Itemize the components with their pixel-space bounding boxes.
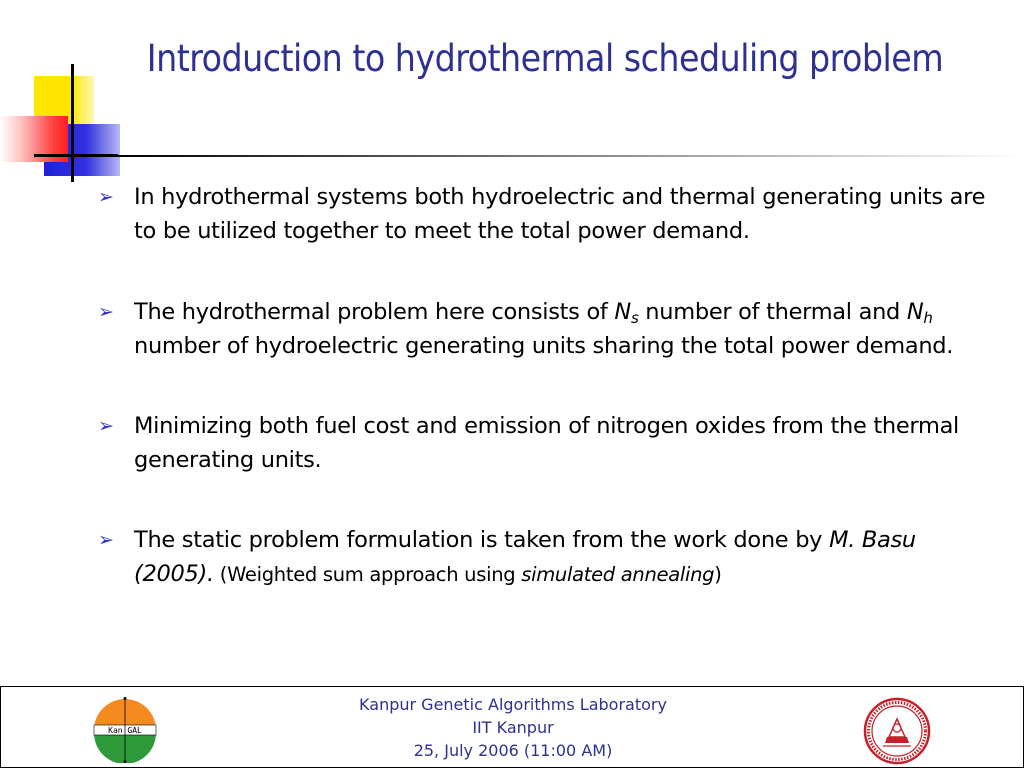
bullet-item: ➢ Minimizing both fuel cost and emission of nitrogen oxides from the thermal generating units. [96,409,996,477]
slide-footer [0,686,1024,768]
bullet-item: ➢ The hydrothermal problem here consists of $N_s$ number of thermal and $N_h$ number of hydroelectric generating units sharing the total power demand. [96,295,996,363]
iit-kanpur-seal [863,697,931,765]
footer-text [301,693,725,762]
corner-decoration [0,0,140,190]
arrow-bullet-icon: ➢ [98,529,114,551]
footer-institute: IIT Kanpur [472,718,554,737]
arrow-bullet-icon: ➢ [98,415,114,437]
bullet-item: ➢ The static problem formulation is taken from the work done by M. Basu (2005). (Weighted sum approach using simulated annealing) [96,523,996,592]
footer-lab: Kanpur Genetic Algorithms Laboratory [359,695,667,714]
kangal-logo [92,697,158,763]
arrow-bullet-icon: ➢ [98,301,114,323]
slide-title: Introduction to hydrothermal scheduling problem [146,37,944,80]
bullet-item: ➢ In hydrothermal systems both hydroelectric and thermal generating units are to be utilized together to meet the total power demand. [96,180,996,248]
kangal-logo-text: Kan GAL [108,726,142,735]
vertical-line [71,64,74,182]
horizontal-line [34,154,118,157]
title-rule [118,155,1024,157]
arrow-bullet-icon: ➢ [98,186,114,208]
footer-date: 25, July 2006 (11:00 AM) [413,741,613,760]
bullet-list [96,180,996,592]
